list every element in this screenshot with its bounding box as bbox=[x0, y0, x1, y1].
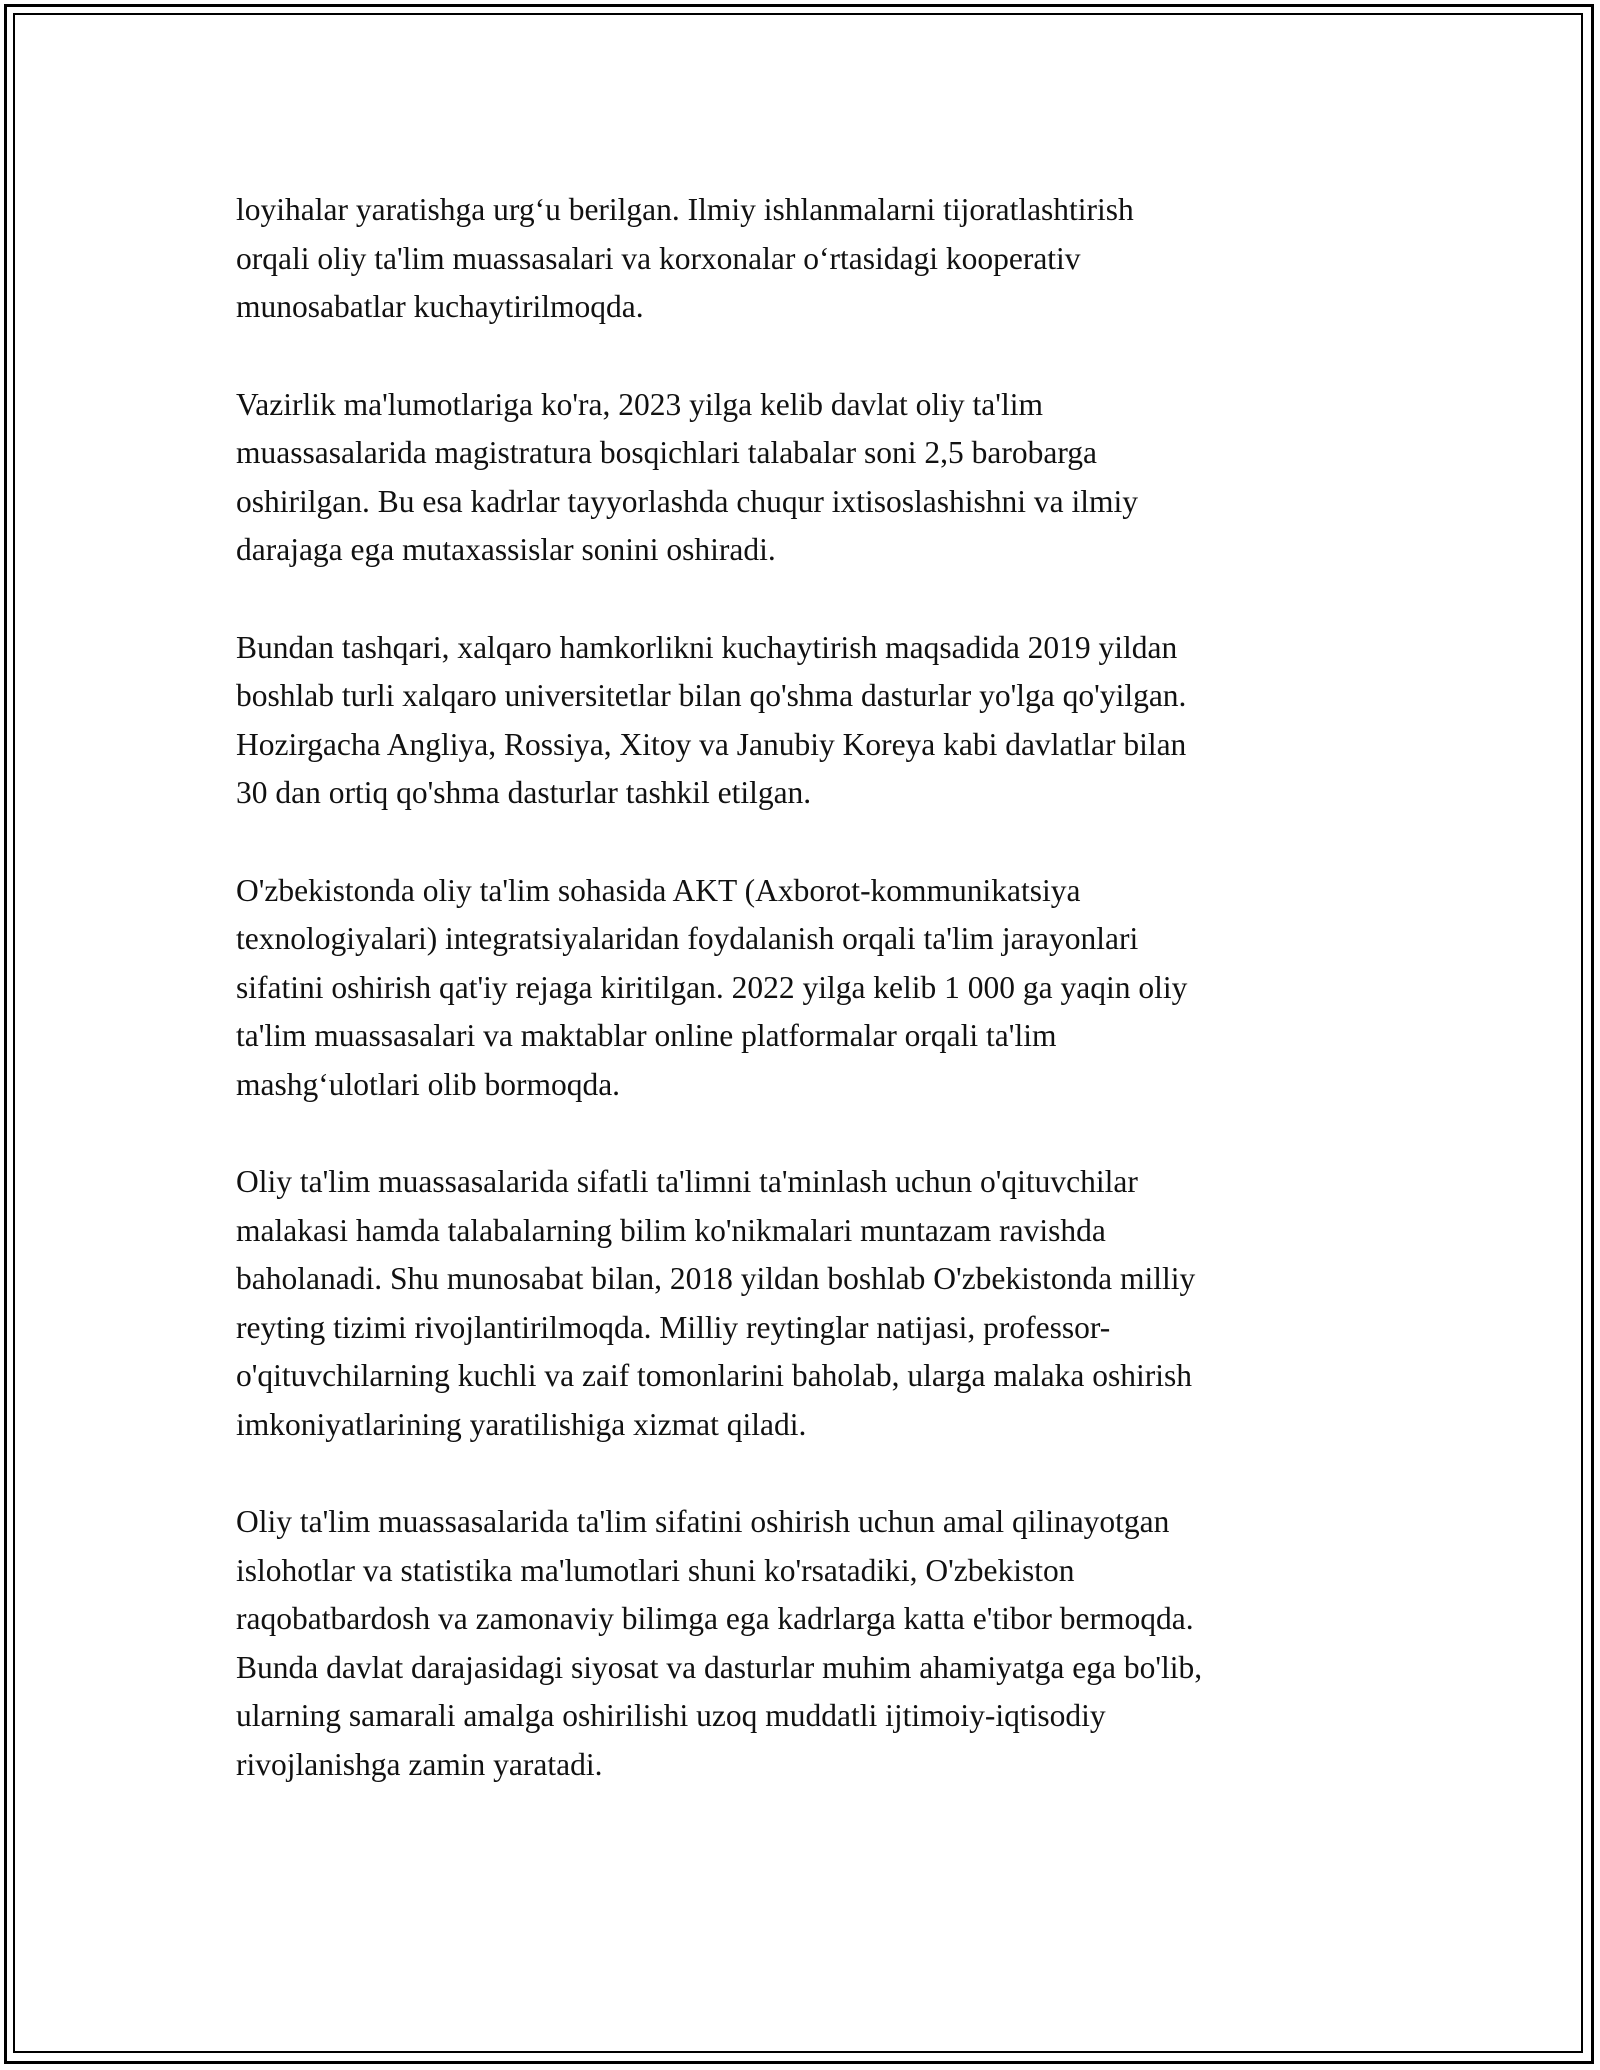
text-line: baholanadi. Shu munosabat bilan, 2018 yildan boshlab O'zbekistonda milliy bbox=[236, 1261, 1196, 1296]
text-line: o'qituvchilarning kuchli va zaif tomonlarini baholab, ularga malaka oshirish bbox=[236, 1358, 1192, 1393]
document-body bbox=[236, 186, 1386, 1838]
text-line: Vazirlik ma'lumotlariga ko'ra, 2023 yilga kelib davlat oliy ta'lim bbox=[236, 386, 1043, 422]
paragraph-4 bbox=[236, 867, 1386, 1110]
text-line: loyihalar yaratishga urg‘u berilgan. Ilmiy ishlanmalarni tijoratlashtirish bbox=[236, 192, 1134, 227]
text-line: orqali oliy ta'lim muassasalari va korxonalar o‘rtasidagi kooperativ bbox=[236, 240, 1081, 276]
paragraph-6 bbox=[236, 1498, 1386, 1789]
text-line: imkoniyatlarining yaratilishiga xizmat qiladi. bbox=[236, 1406, 807, 1442]
text-line: ularning samarali amalga oshirilishi uzoq muddatli ijtimoiy-iqtisodiy bbox=[236, 1698, 1106, 1733]
text-line: mashg‘ulotlari olib bormoqda. bbox=[236, 1066, 621, 1102]
text-line: islohotlar va statistika ma'lumotlari shuni ko'rsatadiki, O'zbekiston bbox=[236, 1552, 1075, 1588]
text-line: Bundan tashqari, xalqaro hamkorlikni kuchaytirish maqsadida 2019 yildan bbox=[236, 629, 1178, 665]
text-line: muassasalarida magistratura bosqichlari talabalar soni 2,5 barobarga bbox=[236, 435, 1097, 470]
text-line: Oliy ta'lim muassasalarida ta'lim sifatini oshirish uchun amal qilinayotgan bbox=[236, 1504, 1170, 1539]
text-line: ta'lim muassasalari va maktablar online platformalar orqali ta'lim bbox=[236, 1018, 1057, 1053]
paragraph-1 bbox=[236, 186, 1386, 332]
text-line: oshirilgan. Bu esa kadrlar tayyorlashda chuqur ixtisoslashishni va ilmiy bbox=[236, 483, 1138, 519]
text-line: Hozirgacha Angliya, Rossiya, Xitoy va Janubiy Koreya kabi davlatlar bilan bbox=[236, 726, 1187, 762]
text-line: sifatini oshirish qat'iy rejaga kiritilgan. 2022 yilga kelib 1 000 ga yaqin oliy bbox=[236, 969, 1188, 1005]
text-line: 30 dan ortiq qo'shma dasturlar tashkil etilgan. bbox=[236, 775, 812, 810]
paragraph-3 bbox=[236, 624, 1386, 818]
paragraph-5 bbox=[236, 1158, 1386, 1449]
text-line: Oliy ta'lim muassasalarida sifatli ta'limni ta'minlash uchun o'qituvchilar bbox=[236, 1164, 1138, 1199]
text-line: malakasi hamda talabalarning bilim ko'nikmalari muntazam ravishda bbox=[236, 1212, 1106, 1248]
paragraph-2 bbox=[236, 381, 1386, 575]
text-line: reyting tizimi rivojlantirilmoqda. Milliy reytinglar natijasi, professor- bbox=[236, 1309, 1111, 1345]
text-line: O'zbekistonda oliy ta'lim sohasida AKT (Axborot-kommunikatsiya bbox=[236, 872, 1081, 908]
text-line: darajaga ega mutaxassislar sonini oshiradi. bbox=[236, 532, 776, 567]
text-line: Bunda davlat darajasidagi siyosat va dasturlar muhim ahamiyatga ega bo'lib, bbox=[236, 1649, 1203, 1685]
text-line: rivojlanishga zamin yaratadi. bbox=[236, 1746, 603, 1782]
text-line: boshlab turli xalqaro universitetlar bilan qo'shma dasturlar yo'lga qo'yilgan. bbox=[236, 678, 1187, 713]
text-line: munosabatlar kuchaytirilmoqda. bbox=[236, 289, 644, 324]
text-line: texnologiyalari) integratsiyalaridan foydalanish orqali ta'lim jarayonlari bbox=[236, 921, 1139, 956]
text-line: raqobatbardosh va zamonaviy bilimga ega kadrlarga katta e'tibor bermoqda. bbox=[236, 1601, 1194, 1636]
